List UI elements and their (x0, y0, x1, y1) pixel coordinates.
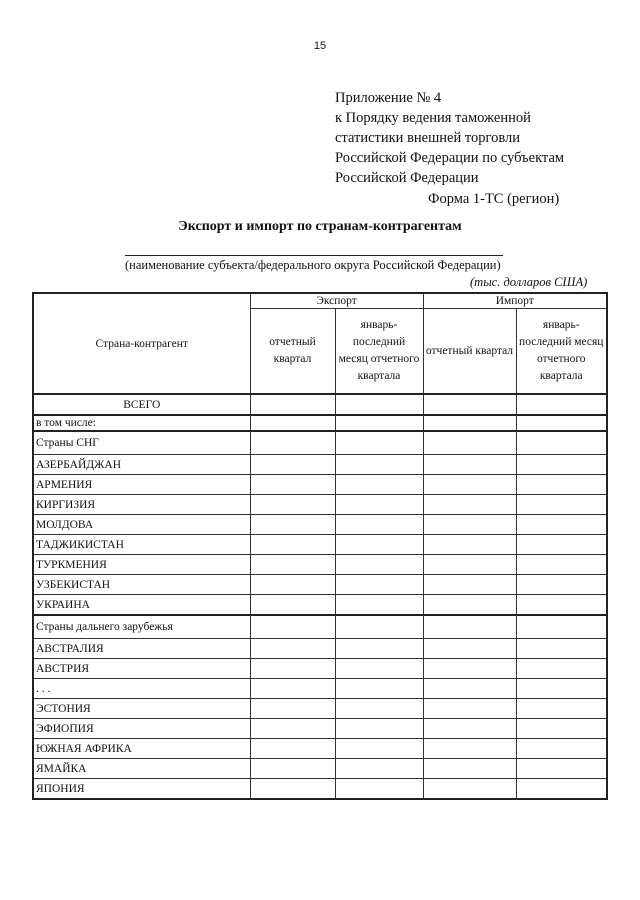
country-cell: АВСТРАЛИЯ (33, 639, 250, 659)
country-cell: АЗЕРБАЙДЖАН (33, 455, 250, 475)
value-cell[interactable] (516, 679, 607, 699)
units-label: (тыс. долларов США) (470, 275, 588, 289)
value-cell[interactable] (250, 535, 335, 555)
appendix-block (335, 88, 564, 188)
value-cell[interactable] (250, 394, 335, 415)
value-cell[interactable] (516, 739, 607, 759)
table-row (33, 535, 607, 555)
appendix-line: к Порядку ведения таможенной (335, 110, 531, 126)
value-cell[interactable] (250, 575, 335, 595)
value-cell[interactable] (335, 779, 423, 800)
table-row (33, 719, 607, 739)
table-row (33, 639, 607, 659)
value-cell[interactable] (516, 699, 607, 719)
document-title (0, 219, 640, 235)
table-row (33, 595, 607, 616)
value-cell[interactable] (250, 739, 335, 759)
value-cell[interactable] (423, 415, 516, 431)
country-cell: УЗБЕКИСТАН (33, 575, 250, 595)
value-cell[interactable] (250, 431, 335, 455)
table-row (33, 475, 607, 495)
value-cell[interactable] (423, 575, 516, 595)
table-row (33, 659, 607, 679)
country-cell: Страны СНГ (33, 431, 250, 455)
value-cell[interactable] (423, 759, 516, 779)
table-row (33, 699, 607, 719)
country-cell: Страны дальнего зарубежья (33, 615, 250, 639)
value-cell[interactable] (516, 555, 607, 575)
header-import-ytd: январь-последний месяц отчетного квартала (516, 309, 607, 395)
table-body (33, 394, 607, 799)
value-cell[interactable] (250, 555, 335, 575)
appendix-line: Приложение № 4 (335, 90, 442, 106)
value-cell[interactable] (423, 455, 516, 475)
header-import: Импорт (423, 293, 607, 309)
document-title-text: Экспорт и импорт по странам-контрагентам (178, 219, 462, 234)
value-cell[interactable] (250, 595, 335, 616)
value-cell[interactable] (516, 759, 607, 779)
value-cell[interactable] (335, 535, 423, 555)
value-cell[interactable] (516, 431, 607, 455)
value-cell[interactable] (516, 415, 607, 431)
value-cell[interactable] (335, 515, 423, 535)
value-cell[interactable] (335, 719, 423, 739)
value-cell[interactable] (250, 659, 335, 679)
form-label: Форма 1-ТС (регион) (428, 191, 560, 207)
country-cell: в том числе: (33, 415, 250, 431)
table-row (33, 575, 607, 595)
value-cell[interactable] (335, 639, 423, 659)
value-cell[interactable] (250, 679, 335, 699)
value-cell[interactable] (423, 779, 516, 800)
table-row (33, 759, 607, 779)
value-cell[interactable] (423, 719, 516, 739)
value-cell[interactable] (335, 679, 423, 699)
value-cell[interactable] (423, 679, 516, 699)
trade-table (32, 292, 608, 800)
value-cell[interactable] (335, 455, 423, 475)
value-cell[interactable] (335, 431, 423, 455)
value-cell[interactable] (516, 719, 607, 739)
value-cell[interactable] (516, 615, 607, 639)
value-cell[interactable] (516, 659, 607, 679)
table-row (33, 615, 607, 639)
value-cell[interactable] (423, 639, 516, 659)
value-cell[interactable] (250, 759, 335, 779)
subject-caption: (наименование субъекта/федерального округа Российской Федерации) (125, 258, 501, 272)
table-row (33, 431, 607, 455)
value-cell[interactable] (250, 719, 335, 739)
header-import-quarter: отчетный квартал (423, 309, 516, 395)
value-cell[interactable] (250, 615, 335, 639)
header-export: Экспорт (250, 293, 423, 309)
value-cell[interactable] (423, 659, 516, 679)
value-cell[interactable] (335, 475, 423, 495)
value-cell[interactable] (423, 615, 516, 639)
country-cell: ЯМАЙКА (33, 759, 250, 779)
country-cell: ЭСТОНИЯ (33, 699, 250, 719)
country-cell: ЮЖНАЯ АФРИКА (33, 739, 250, 759)
value-cell[interactable] (250, 455, 335, 475)
value-cell[interactable] (423, 495, 516, 515)
value-cell[interactable] (250, 639, 335, 659)
country-cell: ВСЕГО (33, 394, 250, 415)
value-cell[interactable] (516, 515, 607, 535)
value-cell[interactable] (423, 739, 516, 759)
country-cell: . . . (33, 679, 250, 699)
table-row (33, 415, 607, 431)
value-cell[interactable] (335, 699, 423, 719)
value-cell[interactable] (423, 699, 516, 719)
value-cell[interactable] (250, 415, 335, 431)
value-cell[interactable] (423, 515, 516, 535)
value-cell[interactable] (250, 515, 335, 535)
subject-blank-line (125, 255, 503, 256)
country-cell: АВСТРИЯ (33, 659, 250, 679)
page-number: 15 (313, 40, 327, 52)
table-row (33, 679, 607, 699)
table-row (33, 455, 607, 475)
value-cell[interactable] (335, 575, 423, 595)
value-cell[interactable] (423, 535, 516, 555)
appendix-line: Российской Федерации (335, 170, 479, 186)
value-cell[interactable] (516, 535, 607, 555)
value-cell[interactable] (335, 759, 423, 779)
country-cell: ЭФИОПИЯ (33, 719, 250, 739)
value-cell[interactable] (423, 431, 516, 455)
value-cell[interactable] (516, 394, 607, 415)
value-cell[interactable] (335, 595, 423, 616)
value-cell[interactable] (516, 779, 607, 800)
country-cell: АРМЕНИЯ (33, 475, 250, 495)
value-cell[interactable] (423, 595, 516, 616)
value-cell[interactable] (250, 699, 335, 719)
country-cell: МОЛДОВА (33, 515, 250, 535)
value-cell[interactable] (516, 639, 607, 659)
header-export-ytd: январь-последний месяц отчетного квартала (335, 309, 423, 395)
value-cell[interactable] (250, 779, 335, 800)
table-row (33, 779, 607, 800)
table-row (33, 739, 607, 759)
country-cell: ЯПОНИЯ (33, 779, 250, 800)
value-cell[interactable] (516, 595, 607, 616)
table-row (33, 495, 607, 515)
value-cell[interactable] (423, 475, 516, 495)
country-cell: УКРАИНА (33, 595, 250, 616)
value-cell[interactable] (516, 455, 607, 475)
value-cell[interactable] (335, 394, 423, 415)
value-cell[interactable] (516, 475, 607, 495)
value-cell[interactable] (335, 415, 423, 431)
table-row (33, 394, 607, 415)
value-cell[interactable] (250, 475, 335, 495)
table-row (33, 555, 607, 575)
value-cell[interactable] (335, 555, 423, 575)
value-cell[interactable] (335, 615, 423, 639)
value-cell[interactable] (516, 495, 607, 515)
value-cell[interactable] (335, 739, 423, 759)
value-cell[interactable] (423, 555, 516, 575)
value-cell[interactable] (335, 659, 423, 679)
country-cell: ТУРКМЕНИЯ (33, 555, 250, 575)
appendix-line: статистики внешней торговли (335, 130, 520, 146)
table-row (33, 515, 607, 535)
country-cell: КИРГИЗИЯ (33, 495, 250, 515)
country-cell: ТАДЖИКИСТАН (33, 535, 250, 555)
value-cell[interactable] (250, 495, 335, 515)
value-cell[interactable] (423, 394, 516, 415)
value-cell[interactable] (335, 495, 423, 515)
header-country: Страна-контрагент (33, 293, 250, 394)
header-export-quarter: отчетный квартал (250, 309, 335, 395)
value-cell[interactable] (516, 575, 607, 595)
appendix-line: Российской Федерации по субъектам (335, 150, 565, 166)
